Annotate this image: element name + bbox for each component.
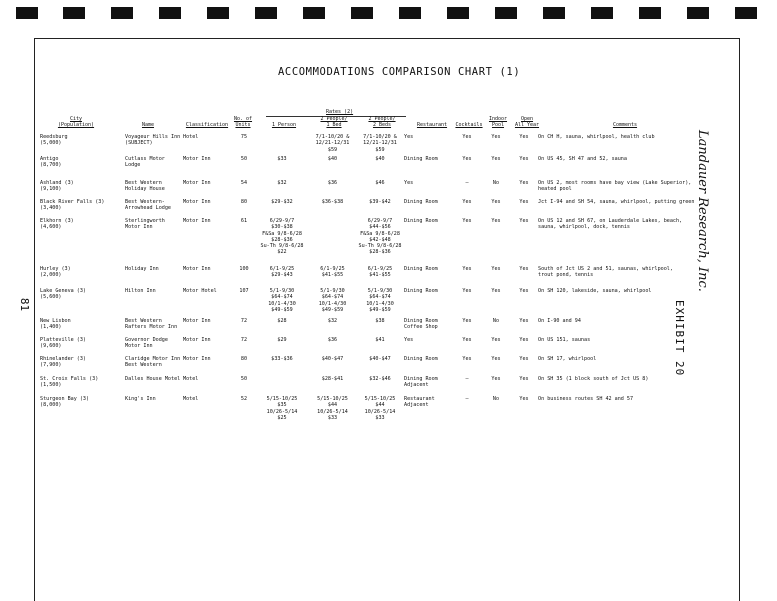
header-classification: Classification [185,122,229,128]
side-page-number: 81 [18,297,32,312]
rate-2-people-1-bed-cell: 5/1-9/30 $64-$74 10/1-4/30 $49-$59 [318,288,347,313]
open-all-year-cell: Yes [519,356,529,362]
classification-cell: Motor Hotel [183,288,217,294]
name-cell: Voyageur Hills Inn (SUBJECT) [125,134,181,147]
comments-cell: On US 12 and SH 67, on Lauderdale Lakes, beach, sauna, whirlpool, dock, tennis [538,218,683,231]
open-all-year-cell: Yes [519,376,529,382]
rate-1-person-cell: 6/1-9/25 $29-$43 [269,266,295,279]
cocktails-cell: Yes [462,266,472,272]
units-cell: 72 [240,318,248,324]
units-cell: 80 [240,199,248,205]
rate-2-people-2-beds-cell: $41 [375,337,385,343]
rate-2-people-2-beds-cell: 7/1-10/20 & 12/21-12/31 $59 [363,134,397,153]
rate-1-person-cell [255,376,309,396]
rate-2-people-1-bed-cell [309,218,356,266]
city-cell: Black River Falls (3) (3,400) [40,199,105,212]
classification-cell: Hotel [183,134,199,140]
open-all-year-cell: Yes [519,156,529,162]
classification-cell: Motor Inn [183,266,211,272]
restaurant-cell: Dining Room Coffee Shop [404,318,438,331]
name-cell: King's Inn [125,396,156,402]
table-row [40,180,722,199]
open-all-year-cell: Yes [519,218,529,224]
cocktails-cell: Yes [462,134,472,140]
cocktails-cell: Yes [462,156,472,162]
classification-cell: Motor Inn [183,337,211,343]
city-cell: Elkhorn (3) (4,600) [40,218,74,231]
rate-2-people-1-bed-cell: 7/1-10/20 & 12/21-12/31 $59 [315,134,350,153]
units-cell: 100 [239,266,249,272]
indoor-pool-cell: Yes [491,376,501,382]
cocktails-cell: Yes [462,337,472,343]
header-2-people-1-bed: 2 People/ 1 Bed [320,116,348,128]
table-row [40,337,722,356]
open-all-year-cell: Yes [519,134,529,140]
rate-2-people-2-beds-cell: 5/15-10/25 $44 10/26-5/14 $33 [364,396,396,421]
name-cell: Cutlass Motor Lodge [125,156,165,169]
rate-2-people-2-beds-cell: $32-$46 [369,376,391,382]
table-row [40,134,722,156]
cocktails-cell: Yes [462,356,472,362]
indoor-pool-cell: No [492,180,500,186]
cocktails-cell: Yes [462,199,472,205]
city-cell: Lake Geneva (3) (5,600) [40,288,87,301]
name-cell: Claridge Motor Inn Best Western [125,356,181,369]
restaurant-cell: Dining Room [404,288,438,294]
city-cell: Platteville (3) (9,600) [40,337,87,350]
units-cell: 80 [240,356,248,362]
restaurant-cell: Dining Room Adjacent [404,376,438,389]
city-cell: Ashland (3) (9,100) [40,180,74,193]
indoor-pool-cell: Yes [491,156,501,162]
open-all-year-cell: Yes [519,396,529,402]
comments-cell: On US 2, most rooms have bay view (Lake Superior), heated pool [538,180,692,193]
rate-1-person-cell: 5/15-10/25 $35 10/26-5/14 $25 [266,396,298,421]
header-name: Name [141,122,155,128]
classification-cell: Motel [183,396,199,402]
cocktails-cell: — [465,180,469,186]
table-row [40,199,722,218]
cocktails-cell: Yes [462,288,472,294]
rate-2-people-2-beds-cell: 6/29-9/7 $44-$56 F&Sa 9/8-6/28 $42-$48 Su-Th 9/8-6/28 $28-$36 [358,218,402,256]
comments-cell: On SH 120, lakeside, sauna, whirlpool [538,288,652,294]
rate-2-people-1-bed-cell: $36 [327,180,338,186]
units-cell: 72 [240,337,248,343]
rate-2-people-2-beds-cell: $40 [375,156,385,162]
units-cell: 61 [240,218,248,224]
name-cell: Sterlingworth Motor Inn [125,218,165,231]
indoor-pool-cell: Yes [491,356,501,362]
comments-cell: Jct I-94 and SH 54, sauna, whirlpool, putting green [538,199,695,205]
header-units: No. of Units [233,116,253,128]
rate-1-person-cell: $29 [277,337,287,343]
header-city: City (Population) [57,116,95,128]
name-cell: Dalles House Motel [125,376,181,382]
accommodations-table [40,134,722,426]
units-cell: 50 [240,376,248,382]
comments-cell: On US 45, SH 47 and 52, sauna [538,156,627,162]
city-cell: Rhinelander (3) (7,900) [40,356,87,369]
comments-cell: On business routes SH 42 and 57 [538,396,634,402]
rate-2-people-1-bed-cell: 6/1-9/25 $41-$55 [320,266,345,279]
rate-2-people-2-beds-cell: 5/1-9/30 $64-$74 10/1-4/30 $49-$59 [366,288,394,313]
rate-1-person-cell [255,134,309,156]
table-row [40,288,722,318]
header-restaurant: Restaurant [416,122,448,128]
classification-cell: Motor Inn [183,318,211,324]
rate-2-people-2-beds-cell: $38 [375,318,385,324]
open-all-year-cell: Yes [519,266,529,272]
rate-2-people-2-beds-cell: 6/1-9/25 $41-$55 [367,266,393,279]
cocktails-cell: — [465,376,469,382]
restaurant-cell: Dining Room [404,156,438,162]
cocktails-cell: — [465,396,469,402]
rate-1-person-cell: $28 [277,318,287,324]
units-cell: 54 [240,180,248,186]
units-cell: 107 [239,288,249,294]
open-all-year-cell: Yes [519,337,529,343]
restaurant-cell: Dining Room [404,218,438,224]
comments-cell: On SH 17, whirlpool [538,356,597,362]
rate-2-people-1-bed-cell: $40 [327,156,338,162]
city-cell: St. Croix Falls (3) (1,500) [40,376,99,389]
units-cell: 50 [240,156,248,162]
rate-1-person-cell: 6/29-9/7 $30-$38 F&Sa 9/8-6/28 $28-$36 Su-Th 9/8-6/28 $22 [260,218,304,256]
cocktails-cell: Yes [462,318,472,324]
rate-2-people-1-bed-cell: $32 [327,318,338,324]
city-cell: Hurley (3) (2,000) [40,266,71,279]
indoor-pool-cell: Yes [491,218,501,224]
city-cell: New Lisbon (1,400) [40,318,71,331]
indoor-pool-cell: No [492,396,500,402]
rate-1-person-cell: $33 [277,156,287,162]
units-cell: 75 [240,134,248,140]
indoor-pool-cell: No [492,318,500,324]
rate-2-people-1-bed-cell: $36-$38 [321,199,344,205]
comments-cell: On US 151, saunas [538,337,591,343]
table-row [40,266,722,288]
classification-cell: Motel [183,376,199,382]
classification-cell: Motor Inn [183,218,211,224]
rate-2-people-2-beds-cell: $39-$42 [369,199,391,205]
table-row [40,376,722,396]
rate-1-person-cell: 5/1-9/30 $64-$74 10/1-4/30 $49-$59 [268,288,296,313]
binder-holes [0,0,777,28]
indoor-pool-cell: Yes [491,337,501,343]
table-row [40,318,722,337]
comments-cell: On I-90 and 94 [538,318,581,324]
open-all-year-cell: Yes [519,288,529,294]
rates-label: Rates (2) [326,109,354,115]
header-2-people-2-beds: 2 People/ 2 Beds [368,116,396,128]
cocktails-cell: Yes [462,218,472,224]
rate-2-people-1-bed-cell: 5/15-10/25 $44 10/26-5/14 $33 [317,396,348,421]
name-cell: Hilton Inn [125,288,156,294]
units-cell: 52 [240,396,248,402]
classification-cell: Motor Inn [183,356,211,362]
comments-cell: On SH 35 (1 block south of Jct US 8) [538,376,649,382]
classification-cell: Motor Inn [183,180,211,186]
open-all-year-cell: Yes [519,180,529,186]
indoor-pool-cell: Yes [491,199,501,205]
classification-cell: Motor Inn [183,156,211,162]
name-cell: Best Western- Arrowhead Lodge [125,199,172,212]
restaurant-cell: Restaurant Adjacent [404,396,435,409]
indoor-pool-cell: Yes [491,266,501,272]
city-cell: Antigo (8,700) [40,156,62,169]
company-logo: Landauer Research, Inc. [695,130,710,292]
rate-2-people-1-bed-cell: $28-$41 [321,376,344,382]
rate-1-person-cell: $29-$32 [271,199,293,205]
name-cell: Best Western Rafters Motor Inn [125,318,178,331]
classification-cell: Motor Inn [183,199,211,205]
restaurant-cell: Yes [404,180,414,186]
rate-2-people-2-beds-cell: $40-$47 [369,356,391,362]
restaurant-cell: Yes [404,337,414,343]
table-row [40,356,722,376]
rate-2-people-1-bed-cell: $40-$47 [321,356,344,362]
exhibit-label: EXHIBIT 20 [673,300,686,377]
restaurant-cell: Dining Room [404,266,438,272]
rate-2-people-2-beds-cell: $46 [375,180,385,186]
open-all-year-cell: Yes [519,318,529,324]
header-comments: Comments [612,122,638,128]
restaurant-cell: Dining Room [404,356,438,362]
header-cocktails: Cocktails [455,122,483,128]
indoor-pool-cell: Yes [491,134,501,140]
table-row [40,396,722,426]
name-cell: Best Western Holiday House [125,180,165,193]
header-1-person: 1 Person [271,122,297,128]
header-open-all-year: Open All Year [514,116,540,128]
rate-1-person-cell: $32 [277,180,287,186]
name-cell: Governor Dodge Motor Inn [125,337,168,350]
city-cell: Sturgeon Bay (3) (8,000) [40,396,90,409]
header-indoor-pool: Indoor Pool [488,116,508,128]
table-row [40,218,722,266]
page-title: ACCOMMODATIONS COMPARISON CHART (1) [278,66,521,78]
indoor-pool-cell: Yes [491,288,501,294]
name-cell: Holiday Inn [125,266,159,272]
rate-1-person-cell: $33-$36 [271,356,293,362]
table-row [40,156,722,180]
rate-2-people-1-bed-cell: $36 [327,337,338,343]
city-cell: Reedsburg (5,000) [40,134,68,147]
restaurant-cell: Yes [404,134,414,140]
open-all-year-cell: Yes [519,199,529,205]
comments-cell: South of Jct US 2 and 51, saunas, whirlpool, trout pond, tennis [538,266,673,279]
restaurant-cell: Dining Room [404,199,438,205]
comments-cell: On CH H, sauna, whirlpool, health club [538,134,655,140]
